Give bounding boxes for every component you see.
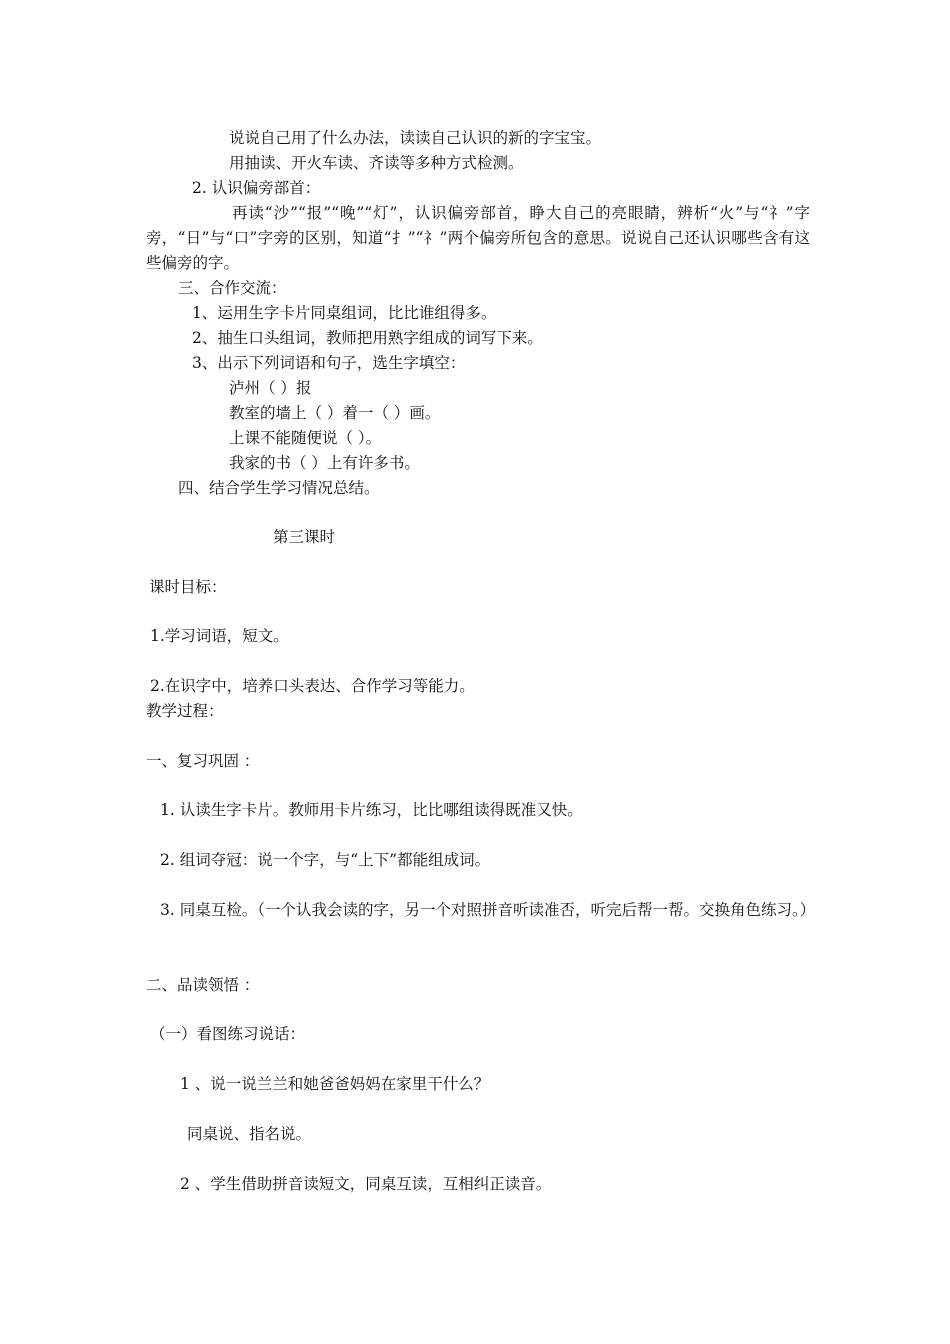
- section-heading: 二、品读领悟 ：: [146, 976, 260, 994]
- list-item: 2 、学生借助拼音读短文，同桌互读，互相纠正读音。: [180, 1175, 552, 1193]
- process-label: 教学过程：: [146, 702, 224, 720]
- list-item: 2. 组词夺冠：说一个字，与“上下”都能组成词。: [160, 851, 491, 869]
- list-item: 1 、说一说兰兰和她爸爸妈妈在家里干什么？: [180, 1075, 490, 1093]
- list-item: 3、出示下列词语和句子，选生字填空：: [192, 354, 466, 372]
- list-heading: 2. 认识偏旁部首：: [192, 179, 321, 197]
- list-item: 1、运用生字卡片同桌组词，比比谁组得多。: [192, 304, 497, 322]
- section-heading: 三、合作交流：: [178, 279, 287, 297]
- goal-label: 课时目标：: [149, 578, 227, 596]
- fill-blank-item: 教室的墙上（ ）着一（ ）画。: [229, 404, 441, 422]
- goal-item: 1.学习词语，短文。: [150, 627, 289, 645]
- list-item: 2、抽生口头组词，教师把用熟字组成的词写下来。: [192, 329, 543, 347]
- text-line: 用抽读、开火车读、齐读等多种方式检测。: [229, 154, 524, 172]
- section-heading: 四、结合学生学习情况总结。: [178, 479, 380, 497]
- text-line: 同桌说、指名说。: [187, 1125, 312, 1143]
- section-heading: 一、复习巩固 ：: [146, 752, 260, 770]
- fill-blank-item: 上课不能随便说（ ）。: [229, 429, 382, 447]
- lesson-title: 第三课时: [273, 528, 336, 546]
- paragraph: 再读“沙”“报”“晚”“灯”，认识偏旁部首，睁大自己的亮眼睛，辨析“火”与“礻”字旁，“日”与“口”字旁的区别，知道“扌”“礻”两个偏旁所包含的意思。说说自己还认识哪些含有这些偏旁的字。: [146, 204, 810, 272]
- goal-item: 2.在识字中，培养口头表达、合作学习等能力。: [150, 677, 475, 695]
- fill-blank-item: 泸州（ ）报: [229, 379, 312, 397]
- text-line: 说说自己用了什么办法，读读自己认识的新的字宝宝。: [229, 129, 602, 147]
- fill-blank-item: 我家的书（ ）上有许多书。: [229, 454, 420, 472]
- list-item: 1. 认读生字卡片。教师用卡片练习，比比哪组读得既准又快。: [160, 801, 583, 819]
- list-item: 3. 同桌互检。（一个认我会读的字，另一个对照拼音听读准否，听完后帮一帮。交换角色练习。）: [160, 901, 816, 919]
- subsection-heading: （一）看图练习说话：: [150, 1025, 306, 1043]
